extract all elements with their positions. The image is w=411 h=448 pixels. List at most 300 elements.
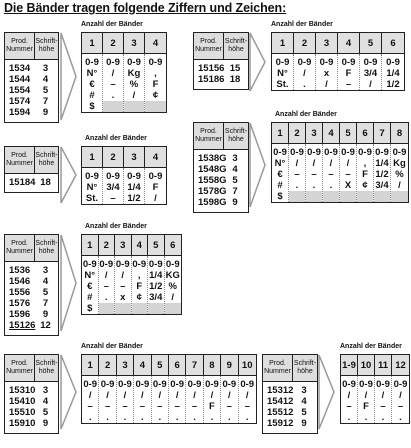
band-character: 0-9 bbox=[148, 171, 163, 182]
product-number: 15910 bbox=[9, 418, 36, 429]
font-size-column bbox=[34, 385, 57, 429]
band-column bbox=[239, 376, 256, 423]
band-column bbox=[358, 376, 375, 423]
band-character: 0-9 bbox=[83, 379, 98, 390]
band-column bbox=[82, 54, 103, 112]
band-character: 0-9 bbox=[222, 379, 237, 390]
band-character: . bbox=[228, 412, 231, 423]
product-number: 1574 bbox=[9, 96, 31, 107]
bands-characters bbox=[272, 144, 408, 202]
band-character: – bbox=[122, 401, 128, 412]
band-character: 0-9 bbox=[170, 379, 185, 390]
product-number: 15512 bbox=[267, 407, 294, 418]
band-empty-cell bbox=[132, 303, 148, 314]
font-size-value: 3 bbox=[42, 385, 49, 396]
band-character: . bbox=[303, 79, 306, 90]
band-character: 0-9 bbox=[152, 379, 167, 390]
band-number: 6 bbox=[390, 37, 396, 49]
band-character: 1/2 bbox=[149, 281, 163, 292]
band-character: 0-9 bbox=[132, 259, 147, 270]
band-character: 0-9 bbox=[100, 379, 115, 390]
band-character: 0-9 bbox=[319, 57, 334, 68]
band-character: N° bbox=[274, 158, 286, 169]
band-character: / bbox=[141, 390, 144, 401]
prod-number-header: Prod. Nummer bbox=[194, 123, 224, 149]
arrow-icon bbox=[60, 32, 78, 121]
band-character: / bbox=[123, 390, 127, 401]
band-character: – bbox=[103, 281, 109, 292]
band-character: / bbox=[364, 390, 368, 401]
band-number: 5 bbox=[360, 33, 382, 53]
bands-characters bbox=[341, 376, 409, 423]
band-character: 0-9 bbox=[386, 57, 400, 68]
bands-count-label: Anzahl der Bänder bbox=[85, 223, 147, 230]
band-character: ¢ bbox=[362, 180, 368, 191]
band-character: – bbox=[346, 401, 352, 412]
band-character: / bbox=[121, 270, 125, 281]
band-column bbox=[221, 376, 238, 423]
band-column bbox=[272, 144, 289, 202]
product-number-column bbox=[263, 385, 292, 429]
product-list bbox=[5, 174, 58, 188]
chevron-right-icon bbox=[60, 354, 78, 430]
band-number: 3 bbox=[306, 123, 323, 143]
band-character: – bbox=[174, 401, 180, 412]
font-size-column bbox=[292, 385, 316, 429]
band-character: % bbox=[395, 169, 404, 180]
bands-header-row bbox=[82, 355, 256, 376]
arrow-icon bbox=[60, 354, 78, 430]
font-size-value: 5 bbox=[301, 407, 307, 418]
band-character: / bbox=[303, 68, 306, 79]
band-number: 8 bbox=[396, 127, 403, 139]
band-empty-cell bbox=[165, 303, 182, 314]
band-character: / bbox=[325, 79, 328, 90]
product-number: 1556 bbox=[9, 287, 31, 298]
band-character: 0-9 bbox=[341, 147, 355, 158]
chevron-right-icon bbox=[60, 146, 78, 204]
band-character: 0-9 bbox=[148, 259, 163, 270]
product-number: 1554 bbox=[9, 85, 31, 96]
band-number: 10 bbox=[358, 355, 375, 375]
font-size-value: 5 bbox=[42, 287, 49, 298]
band-character: 1/2 bbox=[127, 193, 141, 204]
band-character: Kg bbox=[393, 158, 406, 169]
band-column bbox=[357, 144, 374, 202]
font-size-column bbox=[223, 153, 247, 208]
band-character: . bbox=[175, 412, 179, 423]
product-number: 15510 bbox=[9, 407, 36, 418]
font-size-value: 4 bbox=[42, 276, 49, 287]
prod-number-header: Prod. Nummer bbox=[5, 355, 35, 381]
band-character: – bbox=[311, 169, 317, 180]
band-empty-cell bbox=[99, 303, 115, 314]
band-character: 0-9 bbox=[99, 259, 114, 270]
band-empty-cell bbox=[374, 191, 390, 202]
band-character: – bbox=[157, 401, 163, 412]
band-number: 4 bbox=[132, 235, 149, 255]
font-size-value: 4 bbox=[301, 396, 307, 407]
band-character: 0-9 bbox=[118, 379, 132, 390]
product-list bbox=[194, 60, 248, 85]
band-character: – bbox=[345, 169, 351, 180]
band-character: N° bbox=[277, 68, 288, 79]
band-character: / bbox=[398, 180, 401, 191]
band-empty-cell bbox=[391, 191, 408, 202]
product-number: 1576 bbox=[9, 298, 31, 309]
band-character: . bbox=[193, 412, 196, 423]
band-character: / bbox=[228, 390, 231, 401]
prod-number-header: Prod. Nummer bbox=[5, 147, 35, 173]
band-column bbox=[117, 376, 134, 423]
band-character: # bbox=[277, 180, 283, 191]
band-empty-cell bbox=[148, 303, 164, 314]
band-character: – bbox=[120, 281, 126, 292]
band-character: 3/4 bbox=[106, 182, 120, 193]
band-character: / bbox=[399, 390, 402, 401]
chevron-right-icon bbox=[249, 32, 267, 92]
bands-count-label: Anzahl der Bänder bbox=[271, 21, 333, 28]
bands-header-row bbox=[272, 123, 408, 144]
bands-header-row bbox=[82, 147, 166, 168]
font-size-value: 9 bbox=[42, 418, 49, 429]
band-number: 5 bbox=[152, 355, 169, 375]
band-character: 0-9 bbox=[307, 147, 321, 158]
band-character: . bbox=[106, 412, 109, 423]
band-character: 0-9 bbox=[127, 171, 141, 182]
band-number: 1 bbox=[82, 33, 103, 53]
product-number: 15186 bbox=[198, 74, 225, 85]
font-size-value: 4 bbox=[232, 164, 238, 175]
font-size-column bbox=[34, 265, 57, 331]
band-empty-cell bbox=[124, 101, 144, 112]
font-size-header: Schrift- höhe bbox=[293, 360, 317, 375]
font-size-header: Schrift- höhe bbox=[224, 38, 248, 53]
band-character: / bbox=[193, 390, 196, 401]
band-character: N° bbox=[86, 68, 98, 79]
font-size-value: 7 bbox=[42, 96, 49, 107]
band-character: 0-9 bbox=[392, 147, 407, 158]
product-number: 15412 bbox=[267, 396, 294, 407]
band-character: – bbox=[139, 401, 146, 412]
band-number: 6 bbox=[357, 123, 374, 143]
band-number: 2 bbox=[99, 355, 116, 375]
band-character: 3/4 bbox=[149, 292, 163, 303]
product-list bbox=[263, 382, 317, 429]
band-character: St. bbox=[85, 193, 99, 204]
product-list bbox=[5, 60, 58, 118]
product-number: 15156 bbox=[198, 63, 225, 74]
bands-header-row bbox=[82, 33, 166, 54]
font-size-value: 7 bbox=[232, 186, 238, 197]
bands-count-label: Anzahl der Bänder bbox=[275, 111, 337, 118]
font-size-column bbox=[34, 63, 57, 118]
product-number: 15312 bbox=[267, 385, 294, 396]
product-header bbox=[263, 355, 317, 382]
product-box bbox=[193, 122, 249, 213]
band-character: 0-9 bbox=[290, 147, 304, 158]
bands-characters bbox=[82, 168, 166, 204]
chevron-right-icon bbox=[318, 354, 336, 430]
font-size-value: 9 bbox=[42, 107, 49, 118]
band-character: . bbox=[210, 412, 214, 423]
band-character: 1/4 bbox=[149, 270, 163, 281]
band-empty-cell bbox=[306, 191, 322, 202]
band-column bbox=[306, 144, 323, 202]
product-box bbox=[4, 234, 59, 336]
bands-table bbox=[81, 32, 167, 113]
product-box bbox=[193, 32, 249, 90]
band-character: € bbox=[87, 281, 93, 292]
band-column bbox=[169, 376, 186, 423]
band-character: / bbox=[369, 79, 372, 90]
font-size-column bbox=[34, 177, 57, 188]
product-header bbox=[5, 355, 58, 382]
band-character: . bbox=[364, 412, 368, 423]
band-character: X bbox=[344, 180, 352, 191]
band-character: – bbox=[191, 401, 198, 412]
band-character: % bbox=[168, 281, 177, 292]
product-number: 15126 bbox=[9, 320, 36, 331]
band-character: St. bbox=[276, 79, 289, 90]
band-number: 3 bbox=[124, 33, 145, 53]
product-number-column bbox=[194, 153, 227, 208]
band-column bbox=[360, 54, 382, 90]
band-character: 3/4 bbox=[363, 68, 378, 79]
band-character: Kg bbox=[127, 68, 141, 79]
band-number: 7 bbox=[374, 123, 391, 143]
band-character: 0-9 bbox=[165, 259, 180, 270]
band-column bbox=[103, 168, 124, 204]
font-size-value: 9 bbox=[42, 309, 49, 320]
band-column bbox=[103, 54, 124, 112]
product-number: 1538G bbox=[198, 153, 227, 164]
product-header bbox=[5, 33, 58, 60]
band-column bbox=[82, 168, 103, 204]
band-character: / bbox=[88, 390, 92, 401]
band-character: / bbox=[132, 90, 136, 101]
bands-count-label: Anzahl der Bänder bbox=[81, 343, 143, 350]
bands-table bbox=[81, 146, 167, 205]
band-character: 0-9 bbox=[363, 57, 378, 68]
band-character: 0-9 bbox=[324, 147, 338, 158]
band-character: x bbox=[120, 292, 126, 303]
prod-number-header: Prod. Nummer bbox=[5, 235, 35, 261]
font-size-value: 4 bbox=[42, 396, 49, 407]
chevron-right-icon bbox=[60, 32, 78, 121]
band-character: 0-9 bbox=[106, 171, 120, 182]
band-character: . bbox=[141, 412, 144, 423]
band-number: 1 bbox=[82, 355, 99, 375]
product-number: 1598G bbox=[198, 197, 227, 208]
prod-number-header: Prod. Nummer bbox=[263, 355, 293, 381]
band-column bbox=[392, 376, 409, 423]
product-header bbox=[194, 33, 248, 60]
product-number: 1558G bbox=[198, 175, 227, 186]
band-column bbox=[375, 376, 392, 423]
font-size-header: Schrift- höhe bbox=[35, 152, 58, 167]
band-character: – bbox=[110, 193, 116, 204]
band-character: . bbox=[104, 292, 108, 303]
band-column bbox=[289, 144, 306, 202]
band-character: / bbox=[346, 158, 350, 169]
band-number: 3 bbox=[316, 33, 338, 53]
product-number-column bbox=[5, 385, 34, 429]
band-character: / bbox=[175, 390, 179, 401]
product-box bbox=[4, 354, 59, 434]
band-character: / bbox=[106, 390, 109, 401]
chevron-right-icon bbox=[60, 234, 78, 332]
band-character: F bbox=[152, 79, 159, 90]
band-number: 8 bbox=[204, 355, 221, 375]
band-character: 0-9 bbox=[275, 57, 290, 68]
band-column bbox=[294, 54, 316, 90]
band-character: 0-9 bbox=[240, 379, 255, 390]
band-empty-cell bbox=[357, 191, 373, 202]
band-column bbox=[134, 376, 151, 423]
bands-table bbox=[81, 354, 257, 424]
bands-table bbox=[271, 122, 409, 203]
band-number: 4 bbox=[338, 33, 360, 53]
band-character: 0-9 bbox=[297, 57, 312, 68]
band-column bbox=[145, 168, 166, 204]
band-character: 0-9 bbox=[85, 171, 99, 182]
band-character: – bbox=[104, 401, 111, 412]
band-number: 3 bbox=[124, 147, 145, 167]
band-character: / bbox=[154, 193, 157, 204]
band-character: $ bbox=[277, 191, 283, 202]
band-character: / bbox=[111, 68, 115, 79]
font-size-value: 18 bbox=[229, 74, 241, 85]
font-size-header: Schrift- höhe bbox=[224, 128, 248, 143]
bands-header-row bbox=[272, 33, 404, 54]
band-character: 1/4 bbox=[127, 182, 141, 193]
band-character: 1/4 bbox=[375, 158, 389, 169]
product-number: 15912 bbox=[267, 418, 294, 429]
font-size-value: 5 bbox=[42, 407, 49, 418]
band-character: / bbox=[245, 390, 249, 401]
product-number-column bbox=[5, 63, 34, 118]
font-size-header: Schrift- höhe bbox=[35, 360, 58, 375]
band-character: – bbox=[345, 79, 352, 90]
arrow-icon bbox=[318, 354, 336, 430]
band-number: 4 bbox=[323, 123, 340, 143]
band-character: – bbox=[294, 169, 300, 180]
band-number: 10 bbox=[241, 359, 253, 371]
band-empty-cell bbox=[115, 303, 131, 314]
band-character: – bbox=[87, 401, 93, 412]
band-column bbox=[132, 256, 149, 314]
band-number: 1 bbox=[82, 235, 99, 255]
product-box bbox=[4, 32, 59, 123]
band-empty-cell bbox=[323, 191, 339, 202]
band-character: 0-9 bbox=[375, 147, 389, 158]
font-size-value: 3 bbox=[301, 385, 307, 396]
band-character: / bbox=[295, 158, 299, 169]
font-size-value: 5 bbox=[42, 85, 49, 96]
band-character: / bbox=[381, 390, 385, 401]
prod-number-header: Prod. Nummer bbox=[5, 33, 35, 59]
band-character: . bbox=[295, 180, 299, 191]
band-character: ¢ bbox=[136, 292, 142, 303]
band-character: F bbox=[152, 182, 159, 193]
band-character: 0-9 bbox=[187, 379, 202, 390]
band-character: x bbox=[323, 68, 330, 79]
font-size-value: 9 bbox=[301, 418, 307, 429]
product-box bbox=[262, 354, 318, 434]
band-number: 4 bbox=[152, 151, 159, 163]
band-number: 7 bbox=[186, 355, 203, 375]
bands-header-row bbox=[341, 355, 409, 376]
prod-number-header: Prod. Nummer bbox=[194, 33, 224, 59]
band-column bbox=[382, 54, 404, 90]
band-column bbox=[165, 256, 182, 314]
band-character: N° bbox=[86, 182, 98, 193]
band-character: F bbox=[136, 281, 143, 292]
band-character: 3/4 bbox=[375, 180, 389, 191]
product-number: 1536 bbox=[9, 265, 31, 276]
bands-characters bbox=[82, 256, 181, 314]
band-number: 3 bbox=[115, 235, 132, 255]
arrow-icon bbox=[249, 32, 267, 92]
band-number: 1 bbox=[272, 33, 294, 53]
product-number: 1596 bbox=[9, 309, 31, 320]
band-character: – bbox=[244, 401, 250, 412]
band-number: 2 bbox=[289, 123, 306, 143]
font-size-value: 4 bbox=[42, 74, 49, 85]
band-character: ¢ bbox=[152, 90, 159, 101]
band-character: 0-9 bbox=[106, 57, 120, 68]
bands-count-label: Anzahl der Bänder bbox=[340, 343, 402, 350]
band-character: 0-9 bbox=[127, 57, 141, 68]
band-character: / bbox=[171, 292, 175, 303]
product-number: 1578G bbox=[198, 186, 227, 197]
arrow-icon bbox=[249, 122, 267, 208]
bands-count-label: Anzahl der Bänder bbox=[81, 21, 143, 28]
band-character: 0-9 bbox=[82, 259, 97, 270]
bands-count-label: Anzahl der Bänder bbox=[85, 135, 147, 142]
band-character: 0-9 bbox=[115, 259, 130, 270]
band-character: , bbox=[137, 270, 141, 281]
bands-header-row bbox=[82, 235, 181, 256]
band-character: 0-9 bbox=[376, 379, 390, 390]
band-character: 0-9 bbox=[273, 147, 287, 158]
band-number: 5 bbox=[148, 235, 165, 255]
product-number: 1546 bbox=[9, 276, 31, 287]
band-character: 0-9 bbox=[135, 379, 150, 390]
band-column bbox=[124, 168, 145, 204]
product-number: 1534 bbox=[9, 63, 31, 74]
band-empty-cell bbox=[103, 101, 123, 112]
product-number-column bbox=[5, 177, 34, 188]
band-character: F bbox=[363, 401, 369, 412]
band-character: – bbox=[380, 401, 386, 412]
bands-characters bbox=[272, 54, 404, 90]
band-column bbox=[82, 376, 99, 423]
band-character: / bbox=[312, 158, 316, 169]
band-number: 1 bbox=[272, 123, 289, 143]
product-number-column bbox=[194, 63, 223, 85]
band-column bbox=[272, 54, 294, 90]
band-character: € bbox=[89, 79, 95, 90]
band-character: F bbox=[209, 401, 215, 412]
band-empty-cell bbox=[289, 191, 305, 202]
font-size-value: 9 bbox=[232, 197, 238, 208]
product-box bbox=[4, 146, 59, 193]
product-number: 1548G bbox=[198, 164, 227, 175]
product-list bbox=[5, 262, 58, 331]
bands-characters bbox=[82, 54, 166, 112]
